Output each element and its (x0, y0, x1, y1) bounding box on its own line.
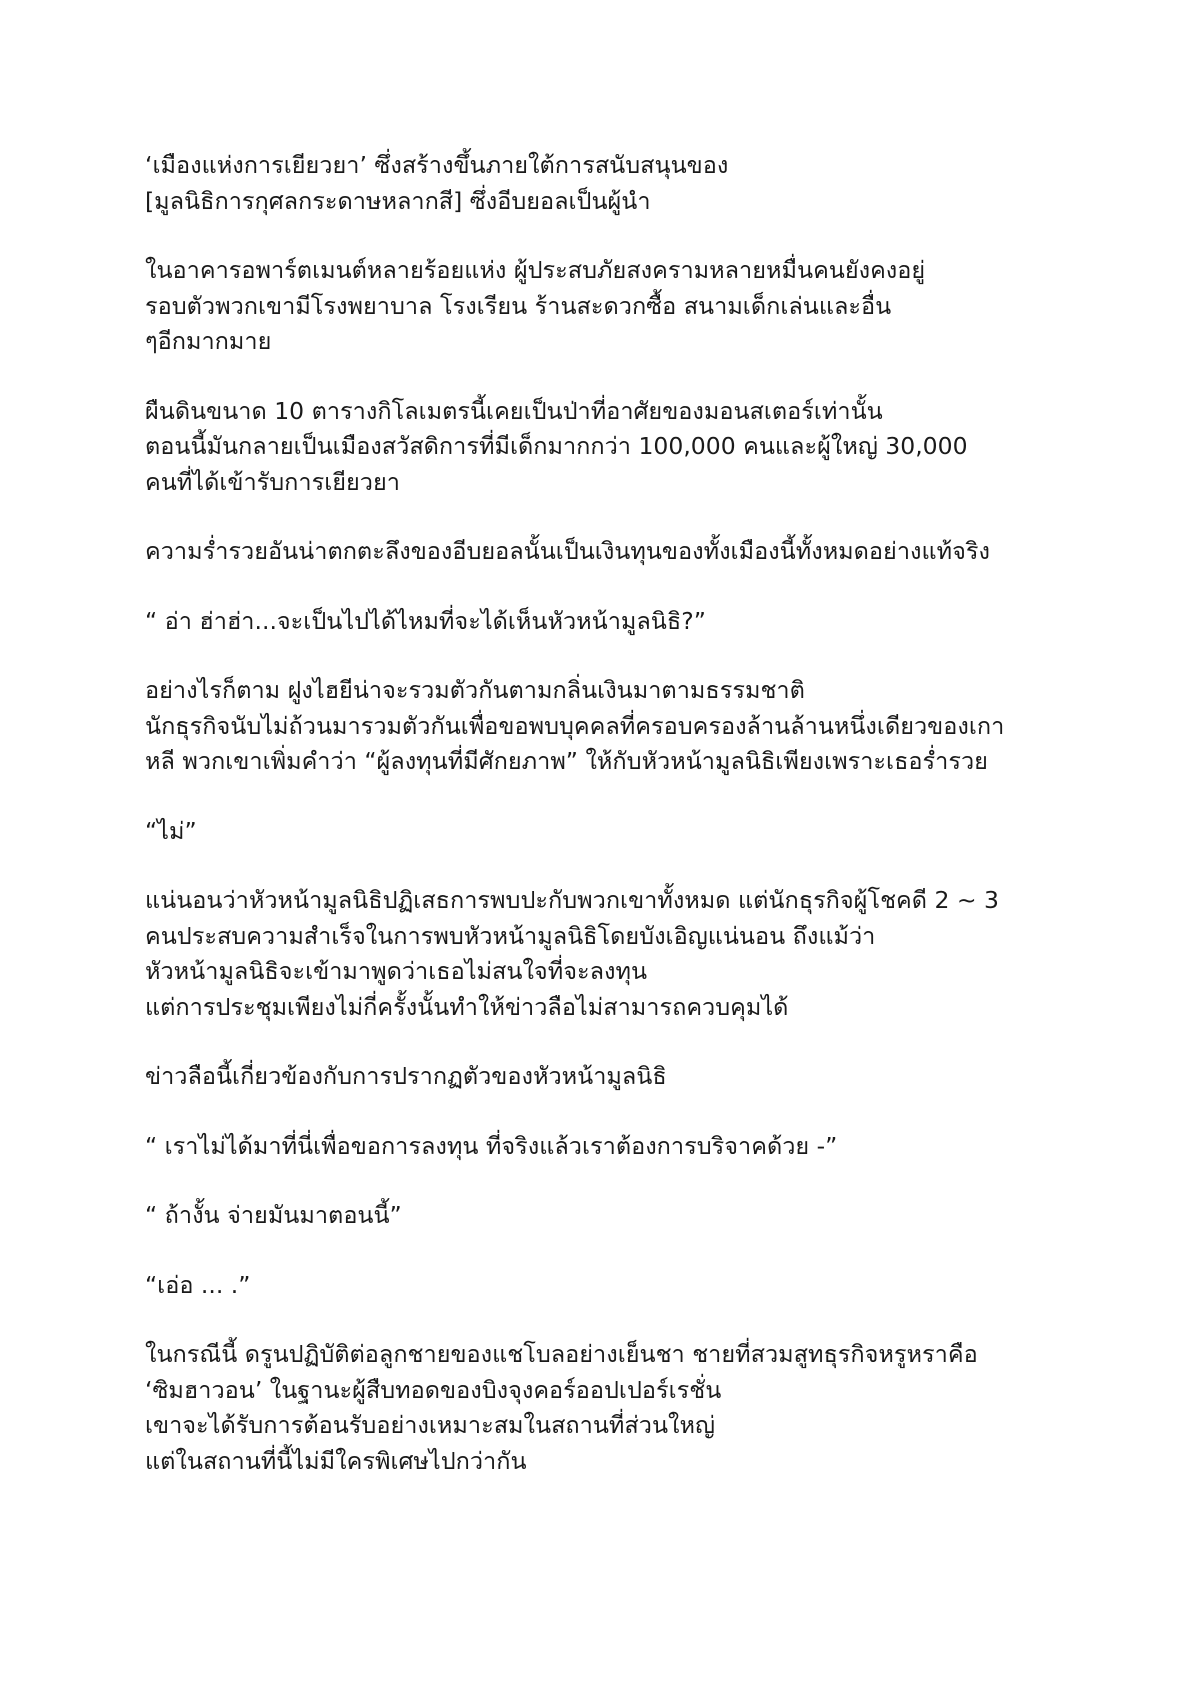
text-line: ผืนดินขนาด 10 ตารางกิโลเมตรนี้เคยเป็นป่าที่อาศัยของมอนสเตอร์เท่านั้น (145, 396, 883, 425)
text-line: ในกรณีนี้ ดรูนปฏิบัติต่อลูกชายของแชโบลอย่างเย็นชา ชายที่สวมสูทธุรกิจหรูหราคือ (145, 1340, 978, 1368)
paragraph (145, 1059, 1065, 1095)
dialogue-paragraph (145, 1129, 1065, 1165)
text-line: ตอนนี้มันกลายเป็นเมืองสวัสดิการที่มีเด็กมากกว่า 100,000 คนและผู้ใหญ่ 30,000 (145, 432, 968, 460)
text-line: “ไม่” (145, 816, 197, 845)
text-line: แต่การประชุมเพียงไม่กี่ครั้งนั้นทำให้ข่าวลือไม่สามารถควบคุมได้ (145, 992, 789, 1021)
text-line: หัวหน้ามูลนิธิจะเข้ามาพูดว่าเธอไม่สนใจที่จะลงทุน (145, 957, 648, 985)
text-line: คนประสบความสำเร็จในการพบหัวหน้ามูลนิธิโดยบังเอิญแน่นอน ถึงแม้ว่า (145, 921, 876, 950)
text-line: หลี พวกเขาเพิ่มคำว่า “ผู้ลงทุนที่มีศักยภาพ” ให้กับหัวหน้ามูลนิธิเพียงเพราะเธอร่ำรวย (145, 747, 988, 775)
text-line: แน่นอนว่าหัวหน้ามูลนิธิปฏิเสธการพบปะกับพวกเขาทั้งหมด แต่นักธุรกิจผู้โชคดี 2 ~ 3 (145, 886, 1000, 914)
text-line: “ เราไม่ได้มาที่นี่เพื่อขอการลงทุน ที่จริงแล้วเราต้องการบริจาคด้วย -” (145, 1131, 838, 1160)
paragraph (145, 394, 1065, 501)
text-line: ข่าวลือนี้เกี่ยวข้องกับการปรากฏตัวของหัวหน้ามูลนิธิ (145, 1062, 667, 1090)
paragraph (145, 673, 1065, 780)
document-body (145, 148, 1065, 1513)
paragraph (145, 253, 1065, 360)
text-line: “ อ่า ฮ่าฮ่า...จะเป็นไปได้ไหมที่จะได้เห็นหัวหน้ามูลนิธิ?” (145, 606, 706, 635)
text-line: รอบตัวพวกเขามีโรงพยาบาล โรงเรียน ร้านสะดวกซื้อ สนามเด็กเล่นและอื่น (145, 291, 892, 320)
paragraph (145, 534, 1065, 570)
paragraph (145, 148, 1065, 219)
text-line: นักธุรกิจนับไม่ถ้วนมารวมตัวกันเพื่อขอพบบุคคลที่ครอบครองล้านล้านหนึ่งเดียวของเกา (145, 711, 1005, 740)
paragraph (145, 1337, 1065, 1479)
text-line: [มูลนิธิการกุศลกระดาษหลากสี] ซึ่งอีบยอลเป็นผู้นำ (145, 186, 651, 215)
text-line: ‘ซิมฮาวอน’ ในฐานะผู้สืบทอดของบิงจุงคอร์ออปเปอร์เรชั่น (145, 1375, 722, 1404)
text-line: แต่ในสถานที่นี้ไม่มีใครพิเศษไปกว่ากัน (145, 1446, 527, 1475)
text-line: “เอ่อ ... .” (145, 1270, 251, 1299)
text-line: ความร่ำรวยอันน่าตกตะลึงของอีบยอลนั้นเป็นเงินทุนของทั้งเมืองนี้ทั้งหมดอย่างแท้จริง (145, 537, 990, 565)
dialogue-paragraph (145, 604, 1065, 640)
dialogue-paragraph (145, 1268, 1065, 1304)
text-line: ๆอีกมากมาย (145, 327, 272, 355)
text-line: ในอาคารอพาร์ตเมนต์หลายร้อยแห่ง ผู้ประสบภัยสงครามหลายหมื่นคนยังคงอยู่ (145, 256, 926, 284)
text-line: เขาจะได้รับการต้อนรับอย่างเหมาะสมในสถานที่ส่วนใหญ่ (145, 1411, 716, 1439)
dialogue-paragraph (145, 1198, 1065, 1234)
text-line: อย่างไรก็ตาม ฝูงไฮยีน่าจะรวมตัวกันตามกลิ่นเงินมาตามธรรมชาติ (145, 676, 805, 704)
text-line: “ ถ้างั้น จ่ายมันมาตอนนี้” (145, 1201, 402, 1229)
text-line: ‘เมืองแห่งการเยียวยา’ ซึ่งสร้างขึ้นภายใต้การสนับสนุนของ (145, 151, 729, 179)
text-line: คนที่ได้เข้ารับการเยียวยา (145, 467, 400, 496)
dialogue-paragraph (145, 814, 1065, 850)
paragraph (145, 883, 1065, 1025)
